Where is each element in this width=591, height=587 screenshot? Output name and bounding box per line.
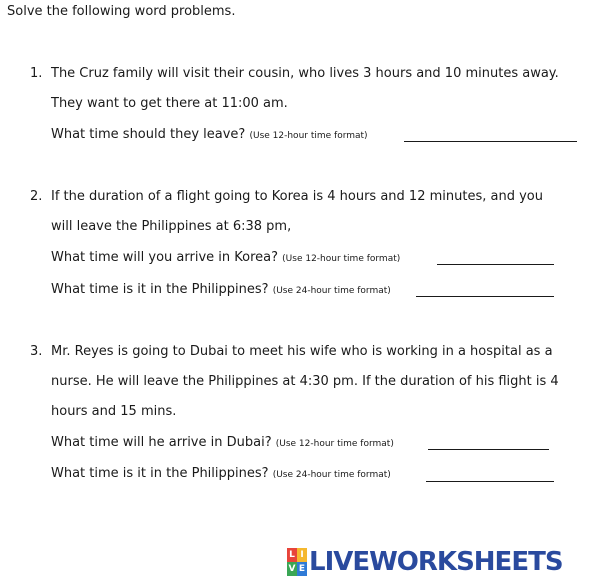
problem-number: 3.	[30, 344, 43, 359]
problem-text: will leave the Philippines at 6:38 pm,	[51, 219, 292, 234]
problem-number: 1.	[30, 66, 43, 81]
question-text: What time will he arrive in Dubai?	[51, 435, 272, 450]
format-hint: (Use 12-hour time format)	[282, 254, 401, 264]
question-text: What time is it in the Philippines?	[51, 282, 269, 297]
format-hint: (Use 24-hour time format)	[272, 286, 391, 296]
format-hint: (Use 12-hour time format)	[249, 131, 368, 141]
problem-text: They want to get there at 11:00 am.	[51, 96, 288, 111]
answer-blank[interactable]	[416, 296, 554, 297]
problem-text: nurse. He will leave the Philippines at 4:30 pm. If the duration of his flight is 4	[51, 374, 559, 389]
format-hint: (Use 12-hour time format)	[275, 439, 394, 449]
problem-text: Mr. Reyes is going to Dubai to meet his wife who is working in a hospital as a	[51, 344, 553, 359]
question-text: What time should they leave?	[51, 127, 246, 142]
question	[51, 466, 391, 481]
problem-number: 2.	[30, 189, 43, 204]
instructions: Solve the following word problems.	[7, 4, 236, 19]
format-hint: (Use 24-hour time format)	[272, 470, 391, 480]
answer-blank[interactable]	[404, 141, 577, 142]
question	[51, 127, 368, 142]
problem-text: The Cruz family will visit their cousin, who lives 3 hours and 10 minutes away.	[51, 66, 559, 81]
problem-text: hours and 15 mins.	[51, 404, 177, 419]
question	[51, 435, 394, 450]
problem-text: If the duration of a flight going to Korea is 4 hours and 12 minutes, and you	[51, 189, 543, 204]
logo-wordmark: LIVEWORKSHEETS	[309, 547, 563, 577]
liveworksheets-logo	[287, 547, 563, 577]
question-text: What time will you arrive in Korea?	[51, 250, 279, 265]
question	[51, 282, 391, 297]
answer-blank[interactable]	[426, 481, 554, 482]
badge-letter: L	[287, 548, 297, 562]
answer-blank[interactable]	[428, 449, 549, 450]
live-badge-icon	[287, 548, 307, 576]
badge-letter: V	[288, 564, 296, 574]
question-text: What time is it in the Philippines?	[51, 466, 269, 481]
badge-letter: I	[297, 548, 307, 562]
answer-blank[interactable]	[437, 264, 554, 265]
question	[51, 250, 400, 265]
badge-letter: E	[298, 564, 306, 574]
